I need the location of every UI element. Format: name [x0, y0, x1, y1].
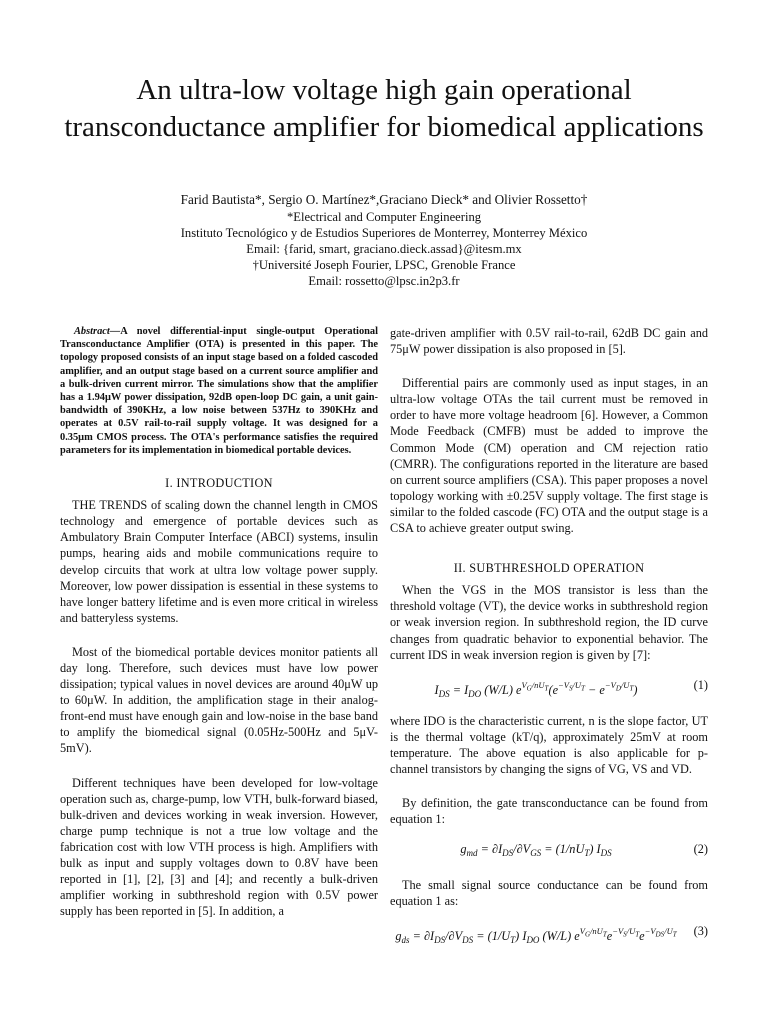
- abstract-text: A novel differential-input single-output Operational Transconductance Amplifier (OTA) is presented in this paper. The topology proposed consists of an input stage based on a folded cascoded amplifier, and an output stage based on a current source amplifier and a bulk-driven current mirror. The simulations show that the amplifier has a 1.94μW power dissipation, 92dB open-loop DC gain, a unit gain-bandwidth of 390KHz, a low noise between 537Hz to 390KHz and operates at 0.5V rail-to-rail supply voltage. It was designed for a 0.35μm CMOS process. The OTA's performance satisfies the required parameters for its implementation in biomedical portable devices.: [60, 326, 378, 456]
- author-names: Farid Bautista*, Sergio O. Martínez*,Graciano Dieck* and Olivier Rossetto†: [180, 192, 588, 207]
- left-column: [60, 325, 378, 937]
- equation-1: [390, 667, 708, 707]
- abstract-label: Abstract—: [74, 326, 121, 337]
- affiliation-email: Email: rossetto@lpsc.in2p3.fr: [308, 274, 460, 288]
- paragraph: Differential pairs are commonly used as input stages, in an ultra-low voltage OTAs the tail current must be removed in order to have more voltage headroom [6]. However, a Common Mode Feedback (CMFB) must be added to improve the Common Mode (CM) operation and CM rejection ratio (CMRR). The configurations reported in the literature are based on current source amplifiers (CSA). This paper proposes a novel topology working with ±0.25V supply voltage. The first stage is similar to the folded cascode (FC) OTA and the output stage is a CSA to achieve greater output swing.: [390, 376, 708, 536]
- paragraph: When the VGS in the MOS transistor is less than the threshold voltage (VT), the device works in subthreshold region or weak inversion region. In subthreshold region, the ID curve changes from quadratic behavior to exponential behavior. The current IDS in weak inversion region is given by [7]:: [390, 583, 708, 662]
- equation-1-number: (1): [693, 677, 708, 692]
- paragraph: where IDO is the characteristic current, n is the slope factor, UT is the thermal voltage (kT/q), approximately 25mV at room temperature. The above equation is also applicable for p-channel transistors by changing the signs of VG, VS and VD.: [390, 713, 708, 776]
- affiliation-email: Email: {farid, smart, graciano.dieck.assad}@itesm.mx: [246, 242, 522, 256]
- paper-title: An ultra-low voltage high gain operational transconductance amplifier for biomedical applications: [64, 74, 704, 143]
- affiliation-line: Instituto Tecnológico y de Estudios Superiores de Monterrey, Monterrey México: [180, 226, 588, 240]
- paragraph: By definition, the gate transconductance can be found from equation 1:: [390, 796, 708, 827]
- affiliation-line: †Université Joseph Fourier, LPSC, Grenoble France: [252, 258, 516, 272]
- paragraph: THE TRENDS of scaling down the channel length in CMOS technology and emergence of portable devices such as Ambulatory Brain Computer Interface (ABCI) systems, insulin pumps, hearing aids and mobile communications require to develop circuits that work at ultra low voltage power supply. Moreover, low power dissipation is essential in these systems to have longer battery lifetime and is even more critical in wireless and batteryless systems.: [60, 498, 378, 625]
- paragraph: Different techniques have been developed for low-voltage operation such as, charge-pump, low VTH, bulk-forward biased, bulk-driven and devices working in weak inversion. However, charge pump technique is not a true low voltage and the fabrication cost with low VTH process is high. Amplifiers with bulk as input and supply voltages down to 0.8V have been reported in [1], [2], [3] and [4]; and recently a bulk-driven amplifier working in subthreshold region with 0.5V power supply has been reported in [5]. In addition, a: [60, 775, 378, 919]
- equation-2-body: $g_{md} = \partial I_{DS}/\partial V_{GS} = (1/nU_T)$ $I_{DS}$: [460, 842, 612, 859]
- author-block: [60, 192, 708, 289]
- abstract: [60, 325, 378, 457]
- equation-3-body: $g_{ds} = \partial I_{DS}/\partial V_{DS} = (1/U_T)$ $I_{DO}$ (W/L) $e^{V_G/nU_T}e^{-V_S/U_T}e^{-V_{DS}/U_T}$: [395, 926, 677, 946]
- equation-2-number: (2): [693, 842, 708, 857]
- equation-1-body: $I_{DS} = I_{DO}$ (W/L) $e^{V_G/nU_T}(e^{-V_S/U_T} - e^{-V_D/U_T})$: [434, 679, 638, 699]
- paragraph-continued: gate-driven amplifier with 0.5V rail-to-rail, 62dB DC gain and 75μW power dissipation is also proposed in [5].: [390, 326, 708, 357]
- right-column: [390, 325, 708, 963]
- equation-3-number: (3): [693, 924, 708, 939]
- equation-3: [390, 913, 708, 957]
- equation-2: [390, 831, 708, 871]
- paragraph: The small signal source conductance can be found from equation 1 as:: [390, 878, 708, 909]
- section-heading-introduction: I. INTRODUCTION: [165, 476, 273, 491]
- paragraph: Most of the biomedical portable devices monitor patients all day long. Therefore, such devices must have low power dissipation; typical values in novel devices are around 40μW up to 60μW. In addition, the amplification stage in their analog-front-end must have enough gain and low-noise in the base band to amplify the biomedical signal (0.05Hz-500Hz and 5μV-5mV).: [60, 644, 378, 756]
- section-heading-subthreshold: II. SUBTHRESHOLD OPERATION: [453, 561, 645, 576]
- affiliation-line: *Electrical and Computer Engineering: [286, 210, 482, 224]
